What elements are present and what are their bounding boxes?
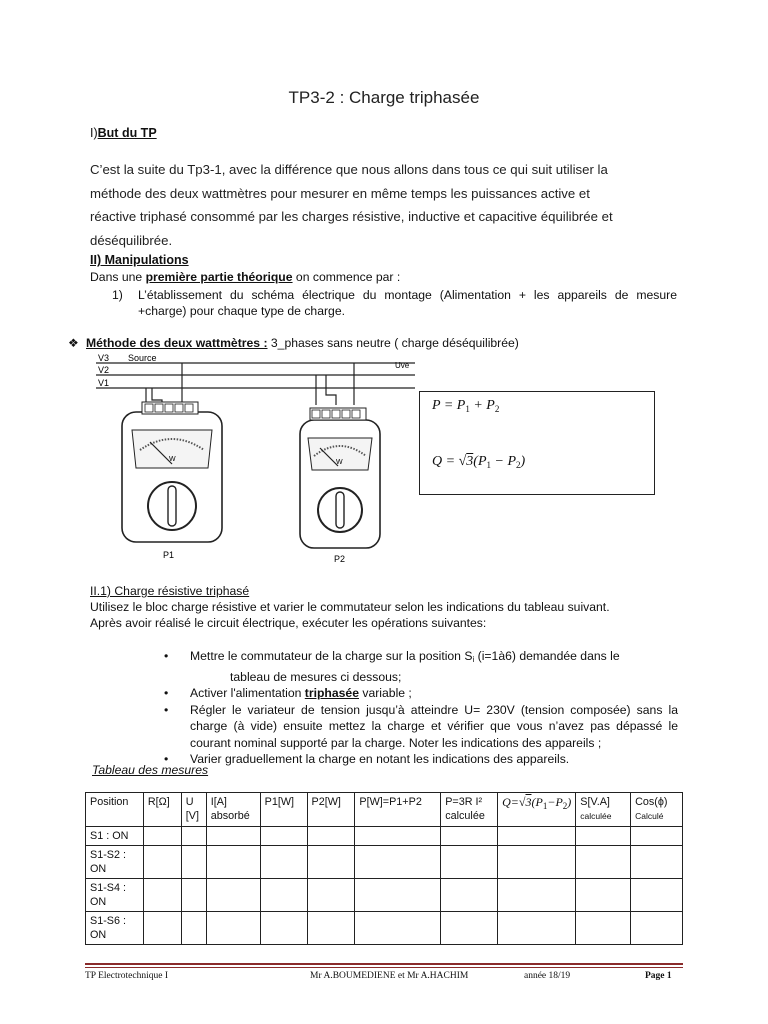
footer-authors: Mr A.BOUMEDIENE et Mr A.HACHIM <box>310 971 469 981</box>
list-item: • Varier graduellement la charge en notant les indications des appareils. <box>160 751 678 768</box>
label-uve: Uve <box>395 361 410 370</box>
table-header-row <box>86 793 683 827</box>
formula-q: $Q = √3(P_1 - P_2)$ <box>432 454 526 470</box>
numbered-item <box>112 287 677 319</box>
header-u: U [V] <box>181 793 206 827</box>
row-label: S1-S6 : ON <box>86 912 144 945</box>
list-item: • Mettre le commutateur de la charge sur la position Si (i=1à6) demandée dans le tableau de mesures ci dessous; <box>160 648 678 685</box>
table-row <box>86 827 683 846</box>
list-item: • Activer l'alimentation triphasée variable ; <box>160 685 678 702</box>
label-v1: V1 <box>98 378 110 388</box>
label-p1: P1 <box>163 550 175 560</box>
item-text: L’établissement du schéma électrique du montage (Alimentation + les appareils de mesure +charge) pour chaque type de charge. <box>138 288 677 318</box>
item-number: 1) <box>112 288 123 302</box>
section-1-heading <box>90 126 157 140</box>
manip-bold: première partie théorique <box>145 270 293 284</box>
header-s: S[V.A] calculée <box>576 793 631 827</box>
label-v2: V2 <box>98 365 110 375</box>
section-21-line2: Après avoir réalisé le circuit électrique, exécuter les opérations suivantes: <box>90 616 487 630</box>
header-p-sum: P[W]=P1+P2 <box>355 793 441 827</box>
footer-course: TP Electrotechnique I <box>85 971 169 981</box>
tableau-label: Tableau des mesures <box>92 763 209 777</box>
table-row <box>86 912 683 945</box>
intro-line: réactive triphasé consommé par les charges résistive, inductive et capacitive équilibrée et <box>90 209 613 224</box>
wattmeter-p1 <box>122 402 222 542</box>
methode-rest: 3_phases sans neutre ( charge déséquilibrée) <box>267 336 519 350</box>
wattmeter-p1-unit: W <box>169 456 176 463</box>
intro-line: déséquilibrée. <box>90 232 173 248</box>
manip-text-after: on commence par : <box>292 270 401 284</box>
list-item: • Régler le variateur de tension jusqu’à atteindre U= 230V (tension composée) sans la charge (à vide) ensuite mettez la charge et vérifier que vous n’avez pas dépassé le courant nominal supporté par la charge. Noter les indications des appareils ; <box>160 702 678 752</box>
page-title: TP3-2 : Charge triphasée <box>288 88 480 107</box>
footer-page: Page 1 <box>645 971 672 981</box>
row-label: S1 : ON <box>86 827 144 846</box>
label-v3: V3 <box>98 353 110 363</box>
label-p2: P2 <box>334 554 346 564</box>
header-p1: P1[W] <box>260 793 307 827</box>
header-cos: Cos(ϕ) Calculé <box>631 793 683 827</box>
label-source: Source <box>128 353 157 363</box>
measurement-table <box>85 792 683 945</box>
row-label: S1-S4 : ON <box>86 879 144 912</box>
intro-line: C’est la suite du Tp3-1, avec la différence que nous allons dans tous ce qui suit utiliser la <box>90 162 608 177</box>
header-position: Position <box>86 793 144 827</box>
header-p2: P2[W] <box>307 793 355 827</box>
section-2-heading: II) Manipulations <box>90 253 189 267</box>
header-p-calc: P=3R I² calculée <box>441 793 498 827</box>
formula-box <box>419 391 655 495</box>
operations-list <box>160 648 678 768</box>
section-21-line1: Utilisez le bloc charge résistive et varier le commutateur selon les indications du tableau suivant. <box>90 600 610 614</box>
manip-line <box>90 270 400 284</box>
section-21-heading: II.1) Charge résistive triphasé <box>90 584 250 598</box>
row-label: S1-S2 : ON <box>86 846 144 879</box>
formula-p: $P = P_1 + P_2$ <box>432 398 500 414</box>
two-wattmeter-diagram <box>90 350 420 570</box>
manip-text: Dans une <box>90 270 146 284</box>
footer-divider-thin <box>85 967 683 968</box>
intro-line: méthode des deux wattmètres pour mesurer en même temps les puissances active et <box>90 185 590 201</box>
methode-line <box>68 336 519 350</box>
intro-paragraph <box>90 158 670 252</box>
header-i: I[A] absorbé <box>206 793 260 827</box>
section-1-prefix: I) <box>90 126 98 140</box>
wattmeter-p2-unit: W <box>336 459 343 466</box>
table-row <box>86 846 683 879</box>
section-1-title: But du TP <box>97 126 157 140</box>
table-row <box>86 879 683 912</box>
wattmeter-p2 <box>300 408 380 548</box>
footer-divider <box>85 963 683 965</box>
methode-bold: Méthode des deux wattmètres : <box>86 336 268 350</box>
header-q: $Q=√3(P_1-P_2)$ <box>498 793 576 827</box>
header-r: R[Ω] <box>143 793 181 827</box>
diamond-bullet-icon: ❖ <box>68 336 79 350</box>
footer-year: année 18/19 <box>524 971 571 981</box>
